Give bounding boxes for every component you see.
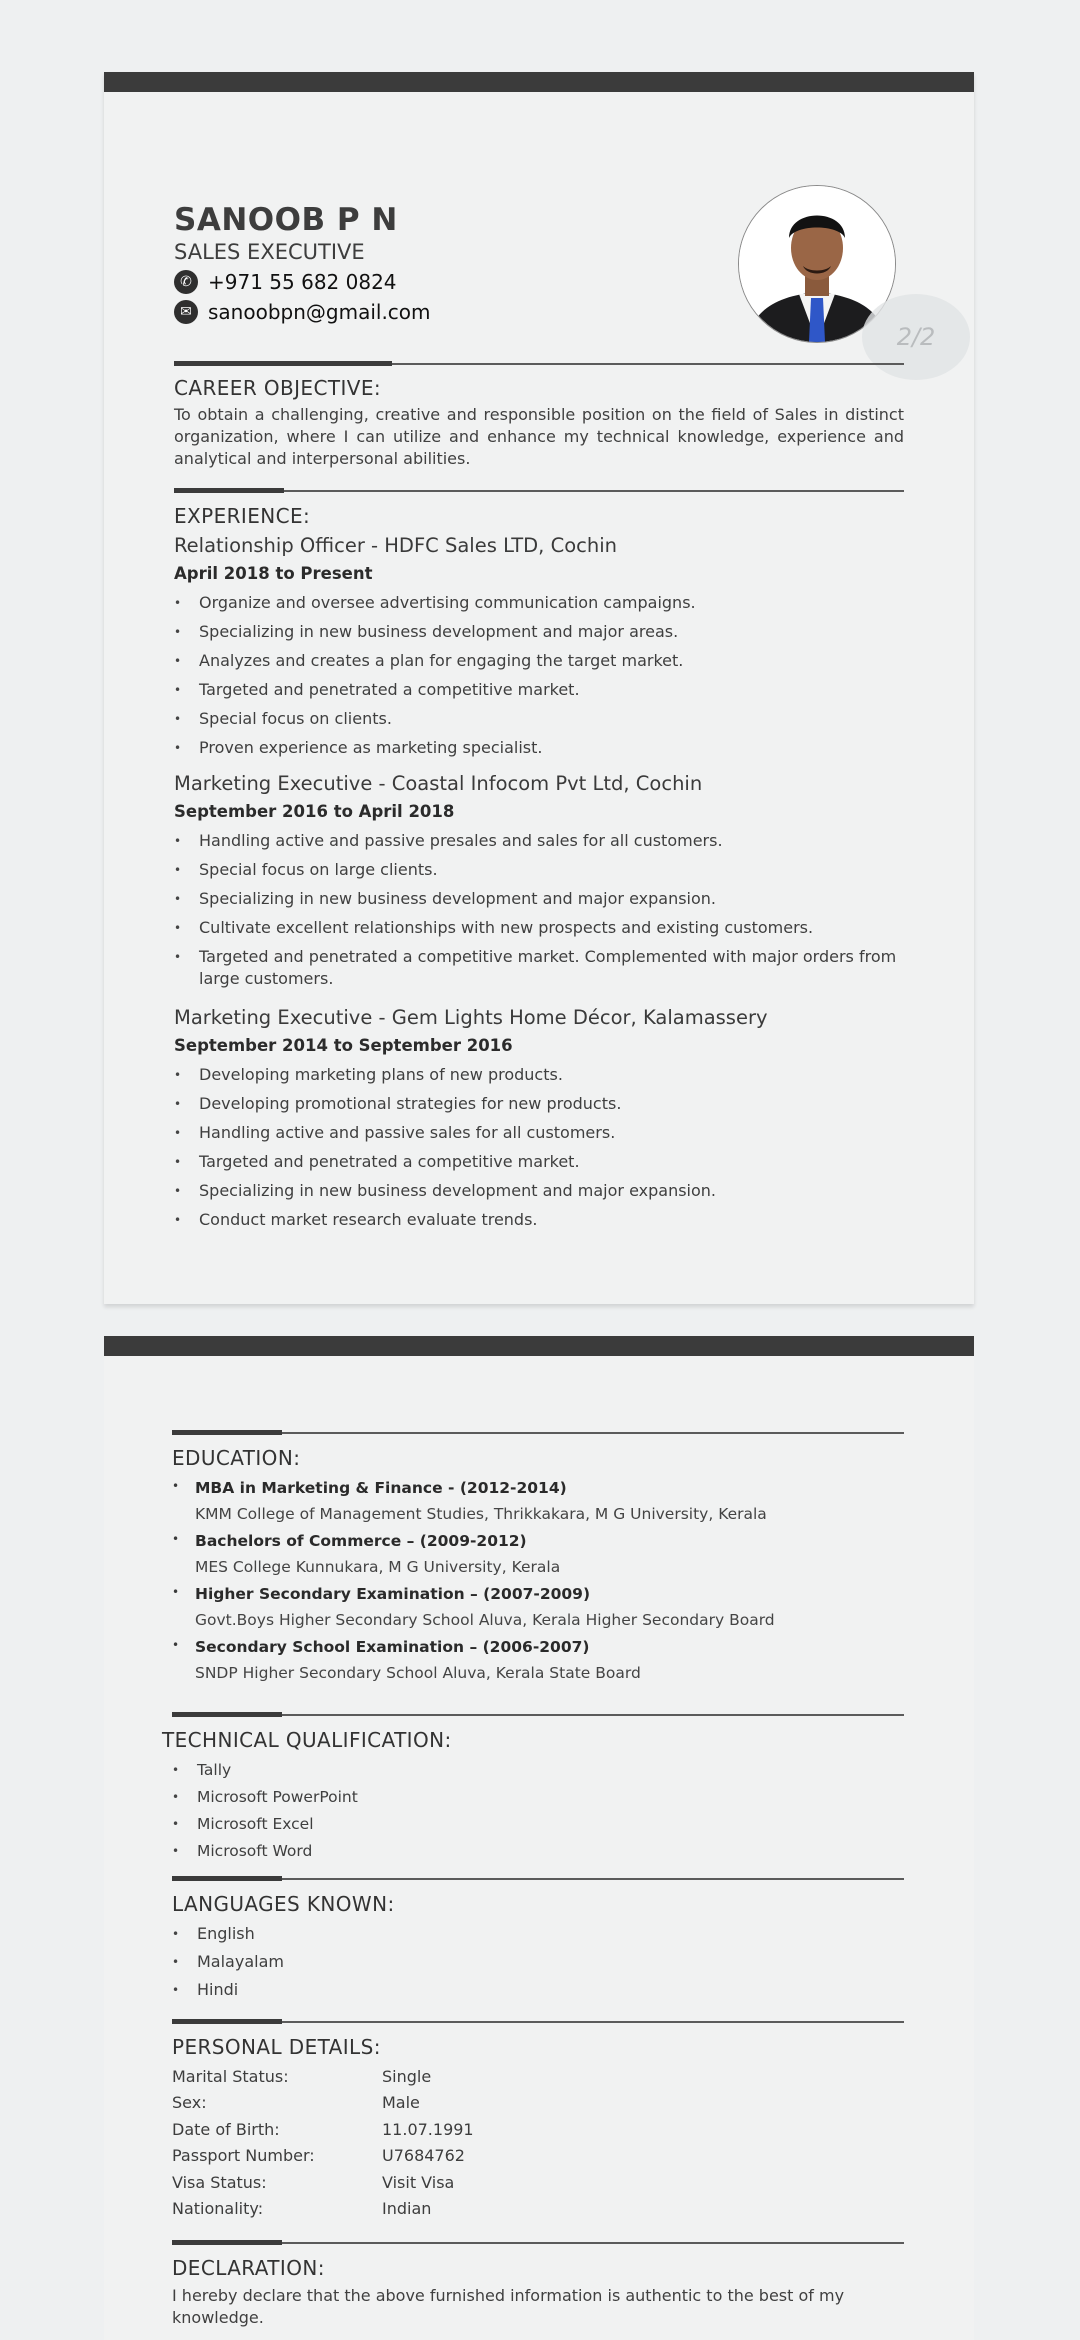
section-divider bbox=[172, 1432, 904, 1434]
list-item: • Targeted and penetrated a competitive market. bbox=[174, 1151, 914, 1173]
detail-value: 11.07.1991 bbox=[382, 2119, 474, 2139]
list-item bbox=[172, 1530, 912, 1579]
job-dates: April 2018 to Present bbox=[174, 564, 373, 583]
list-item: • Hindi bbox=[172, 1979, 872, 2001]
institution: Govt.Boys Higher Secondary School Aluva, Kerala Higher Secondary Board bbox=[195, 1611, 775, 1629]
email-address: sanoobpn@gmail.com bbox=[208, 300, 431, 324]
job-dates: September 2014 to September 2016 bbox=[174, 1036, 513, 1055]
list-item bbox=[172, 1583, 912, 1632]
list-item: • Special focus on clients. bbox=[174, 708, 914, 730]
table-row bbox=[172, 2090, 474, 2117]
declaration-heading: DECLARATION: bbox=[172, 2256, 325, 2280]
list-item bbox=[172, 1477, 912, 1526]
degree-title: • Higher Secondary Examination – (2007-2009) bbox=[195, 1585, 591, 1603]
detail-value: Male bbox=[382, 2093, 420, 2113]
detail-value: Single bbox=[382, 2066, 432, 2086]
list-item: • Organize and oversee advertising communication campaigns. bbox=[174, 592, 914, 614]
list-item: • Handling active and passive presales and sales for all customers. bbox=[174, 830, 914, 852]
languages-heading: LANGUAGES KNOWN: bbox=[172, 1892, 395, 1916]
section-divider bbox=[172, 1714, 904, 1716]
job-title: Marketing Executive - Coastal Infocom Pvt Ltd, Cochin bbox=[174, 772, 703, 795]
degree-title: • MBA in Marketing & Finance - (2012-2014) bbox=[195, 1479, 567, 1497]
languages-list bbox=[172, 1923, 872, 2007]
education-list bbox=[172, 1477, 912, 1689]
list-item: • Developing marketing plans of new products. bbox=[174, 1064, 914, 1086]
detail-value: Visit Visa bbox=[382, 2172, 455, 2192]
degree-title: • Bachelors of Commerce – (2009-2012) bbox=[195, 1532, 527, 1550]
list-item: • English bbox=[172, 1923, 872, 1945]
resume-page-2 bbox=[104, 1336, 974, 2340]
job-title: Marketing Executive - Gem Lights Home Décor, Kalamassery bbox=[174, 1006, 768, 1029]
institution: KMM College of Management Studies, Thrikkakara, M G University, Kerala bbox=[195, 1505, 767, 1523]
phone-icon: ✆ bbox=[174, 270, 198, 294]
experience-heading: EXPERIENCE: bbox=[174, 504, 311, 528]
list-item: • Targeted and penetrated a competitive market. bbox=[174, 679, 914, 701]
detail-label: Passport Number: bbox=[172, 2146, 315, 2166]
institution: MES College Kunnukara, M G University, Kerala bbox=[195, 1558, 561, 1576]
page-top-bar bbox=[104, 1336, 974, 1356]
phone-contact bbox=[174, 270, 397, 294]
table-row bbox=[172, 2196, 474, 2223]
personal-heading: PERSONAL DETAILS: bbox=[172, 2035, 381, 2059]
list-item: • Cultivate excellent relationships with new prospects and existing customers. bbox=[174, 917, 914, 939]
detail-value: U7684762 bbox=[382, 2146, 465, 2166]
job-title: Relationship Officer - HDFC Sales LTD, Cochin bbox=[174, 534, 617, 557]
table-row bbox=[172, 2063, 474, 2090]
job-duties bbox=[174, 830, 914, 997]
detail-label: Sex: bbox=[172, 2093, 207, 2113]
resume-page-1 bbox=[104, 72, 974, 1304]
section-divider bbox=[174, 490, 904, 492]
list-item: • Microsoft PowerPoint bbox=[172, 1786, 872, 1808]
list-item: • Analyzes and creates a plan for engaging the target market. bbox=[174, 650, 914, 672]
declaration-text: I hereby declare that the above furnished information is authentic to the best of my knowledge. bbox=[172, 2286, 845, 2327]
list-item: • Developing promotional strategies for new products. bbox=[174, 1093, 914, 1115]
education-heading: EDUCATION: bbox=[172, 1446, 301, 1470]
table-row bbox=[172, 2169, 474, 2196]
detail-value: Indian bbox=[382, 2199, 432, 2219]
detail-label: Marital Status: bbox=[172, 2066, 289, 2086]
list-item: • Specializing in new business development and major expansion. bbox=[174, 888, 914, 910]
page-indicator: 2/2 bbox=[862, 294, 970, 380]
list-item bbox=[172, 1636, 912, 1685]
job-duties bbox=[174, 592, 914, 766]
list-item: • Specializing in new business development and major expansion. bbox=[174, 1180, 914, 1202]
table-row bbox=[172, 2116, 474, 2143]
section-divider bbox=[172, 2242, 904, 2244]
technical-heading: TECHNICAL QUALIFICATION: bbox=[162, 1728, 452, 1752]
list-item: • Tally bbox=[172, 1759, 872, 1781]
list-item: • Specializing in new business development and major areas. bbox=[174, 621, 914, 643]
candidate-name: SANOOB P N bbox=[174, 202, 398, 238]
table-row bbox=[172, 2143, 474, 2170]
mail-icon: ✉ bbox=[174, 300, 198, 324]
personal-details-table bbox=[172, 2063, 474, 2222]
phone-number: +971 55 682 0824 bbox=[208, 270, 397, 294]
detail-label: Visa Status: bbox=[172, 2172, 267, 2192]
institution: SNDP Higher Secondary School Aluva, Kerala State Board bbox=[195, 1664, 641, 1682]
detail-label: Nationality: bbox=[172, 2199, 264, 2219]
list-item: • Malayalam bbox=[172, 1951, 872, 1973]
section-divider bbox=[172, 1878, 904, 1880]
list-item: • Special focus on large clients. bbox=[174, 859, 914, 881]
degree-title: • Secondary School Examination – (2006-2007) bbox=[195, 1638, 590, 1656]
list-item: • Proven experience as marketing specialist. bbox=[174, 737, 914, 759]
section-divider bbox=[172, 2021, 904, 2023]
job-duties bbox=[174, 1064, 914, 1238]
career-text: To obtain a challenging, creative and responsible position on the field of Sales in distinct organization, where I can utilize and enhance my technical knowledge, experience and analytical and interpersonal abilities. bbox=[174, 405, 904, 468]
section-divider bbox=[174, 363, 904, 365]
technical-list bbox=[172, 1759, 872, 1867]
email-contact bbox=[174, 300, 431, 324]
career-heading: CAREER OBJECTIVE: bbox=[174, 376, 382, 400]
list-item: • Microsoft Word bbox=[172, 1840, 872, 1862]
list-item: • Handling active and passive sales for all customers. bbox=[174, 1122, 914, 1144]
candidate-role: SALES EXECUTIVE bbox=[174, 240, 365, 264]
list-item: • Targeted and penetrated a competitive market. Complemented with major orders from large customers. bbox=[174, 946, 914, 990]
detail-label: Date of Birth: bbox=[172, 2119, 280, 2139]
list-item: • Conduct market research evaluate trends. bbox=[174, 1209, 914, 1231]
page-top-bar bbox=[104, 72, 974, 92]
job-dates: September 2016 to April 2018 bbox=[174, 802, 455, 821]
list-item: • Microsoft Excel bbox=[172, 1813, 872, 1835]
